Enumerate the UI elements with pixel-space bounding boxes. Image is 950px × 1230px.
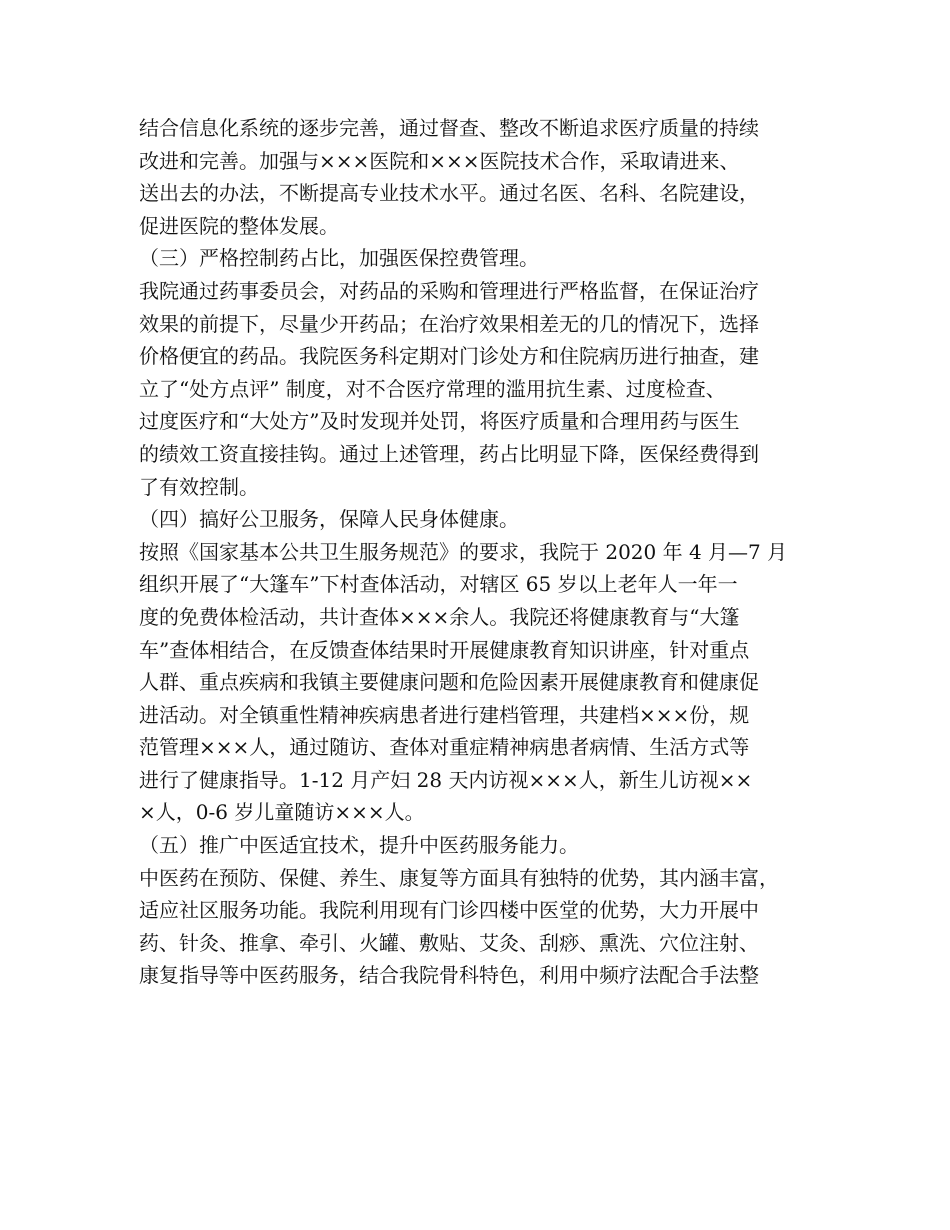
- section-heading-5: （五）推广中医适宜技术，提升中医药服务能力。: [139, 833, 579, 858]
- text-line: 过度医疗和“大处方”及时发现并处罚，将医疗质量和合理用药与医生: [139, 409, 740, 434]
- text-line: 范管理×××人，通过随访、查体对重症精神病患者病情、生活方式等: [139, 735, 750, 760]
- text-line: 立了“处方点评” 制度，对不合医疗常理的滥用抗生素、过度检查、: [139, 376, 726, 401]
- text-line: 进行了健康指导。1-12 月产妇 28 天内访视×××人，新生儿访视××: [139, 767, 753, 792]
- text-line: 组织开展了“大篷车”下村查体活动，对辖区 65 岁以上老年人一年一: [139, 572, 738, 597]
- text-line: 结合信息化系统的逐步完善，通过督查、整改不断追求医疗质量的持续: [139, 116, 759, 140]
- text-line: 效果的前提下，尽量少开药品；在治疗效果相差无的几的情况下，选择: [139, 311, 759, 336]
- text-line: 促进医院的整体发展。: [139, 213, 339, 238]
- text-line: 车”查体相结合，在反馈查体结果时开展健康教育知识讲座，针对重点: [139, 637, 750, 662]
- text-line: 进活动。对全镇重性精神疾病患者进行建档管理，共建档×××份，规: [139, 702, 750, 727]
- text-line: 药、针灸、推拿、牵引、火罐、敷贴、艾灸、刮痧、熏洗、穴位注射、: [139, 930, 759, 955]
- text-line: 中医药在预防、保健、养生、康复等方面具有独特的优势，其内涵丰富，: [139, 865, 779, 890]
- text-line: 价格便宜的药品。我院医务科定期对门诊处方和住院病历进行抽查，建: [139, 344, 759, 369]
- section-heading-4: （四）搞好公卫服务，保障人民身体健康。: [139, 507, 519, 532]
- text-line: 适应社区服务功能。我院利用现有门诊四楼中医堂的优势，大力开展中: [139, 898, 759, 923]
- document-body: [139, 112, 829, 992]
- text-line: 康复指导等中医药服务，结合我院骨科特色，利用中频疗法配合手法整: [139, 963, 759, 988]
- text-line: 改进和完善。加强与×××医院和×××医院技术合作，采取请进来、: [139, 148, 740, 173]
- text-line: 人群、重点疾病和我镇主要健康问题和危险因素开展健康教育和健康促: [139, 670, 759, 695]
- text-line: 送出去的办法，不断提高专业技术水平。通过名医、名科、名院建设，: [139, 181, 759, 206]
- text-line: ×人，0-6 岁儿童随访×××人。: [139, 800, 425, 825]
- section-heading-3: （三）严格控制药占比，加强医保控费管理。: [139, 246, 539, 271]
- text-line: 按照《国家基本公共卫生服务规范》的要求，我院于 2020 年 4 月—7 月: [139, 539, 788, 564]
- text-line: 的绩效工资直接挂钩。通过上述管理，药占比明显下降，医保经费得到: [139, 441, 759, 466]
- text-line: 了有效控制。: [139, 474, 259, 499]
- text-line: 我院通过药事委员会，对药品的采购和管理进行严格监督，在保证治疗: [139, 278, 759, 303]
- text-line: 度的免费体检活动，共计查体×××余人。我院还将健康教育与“大篷: [139, 604, 740, 629]
